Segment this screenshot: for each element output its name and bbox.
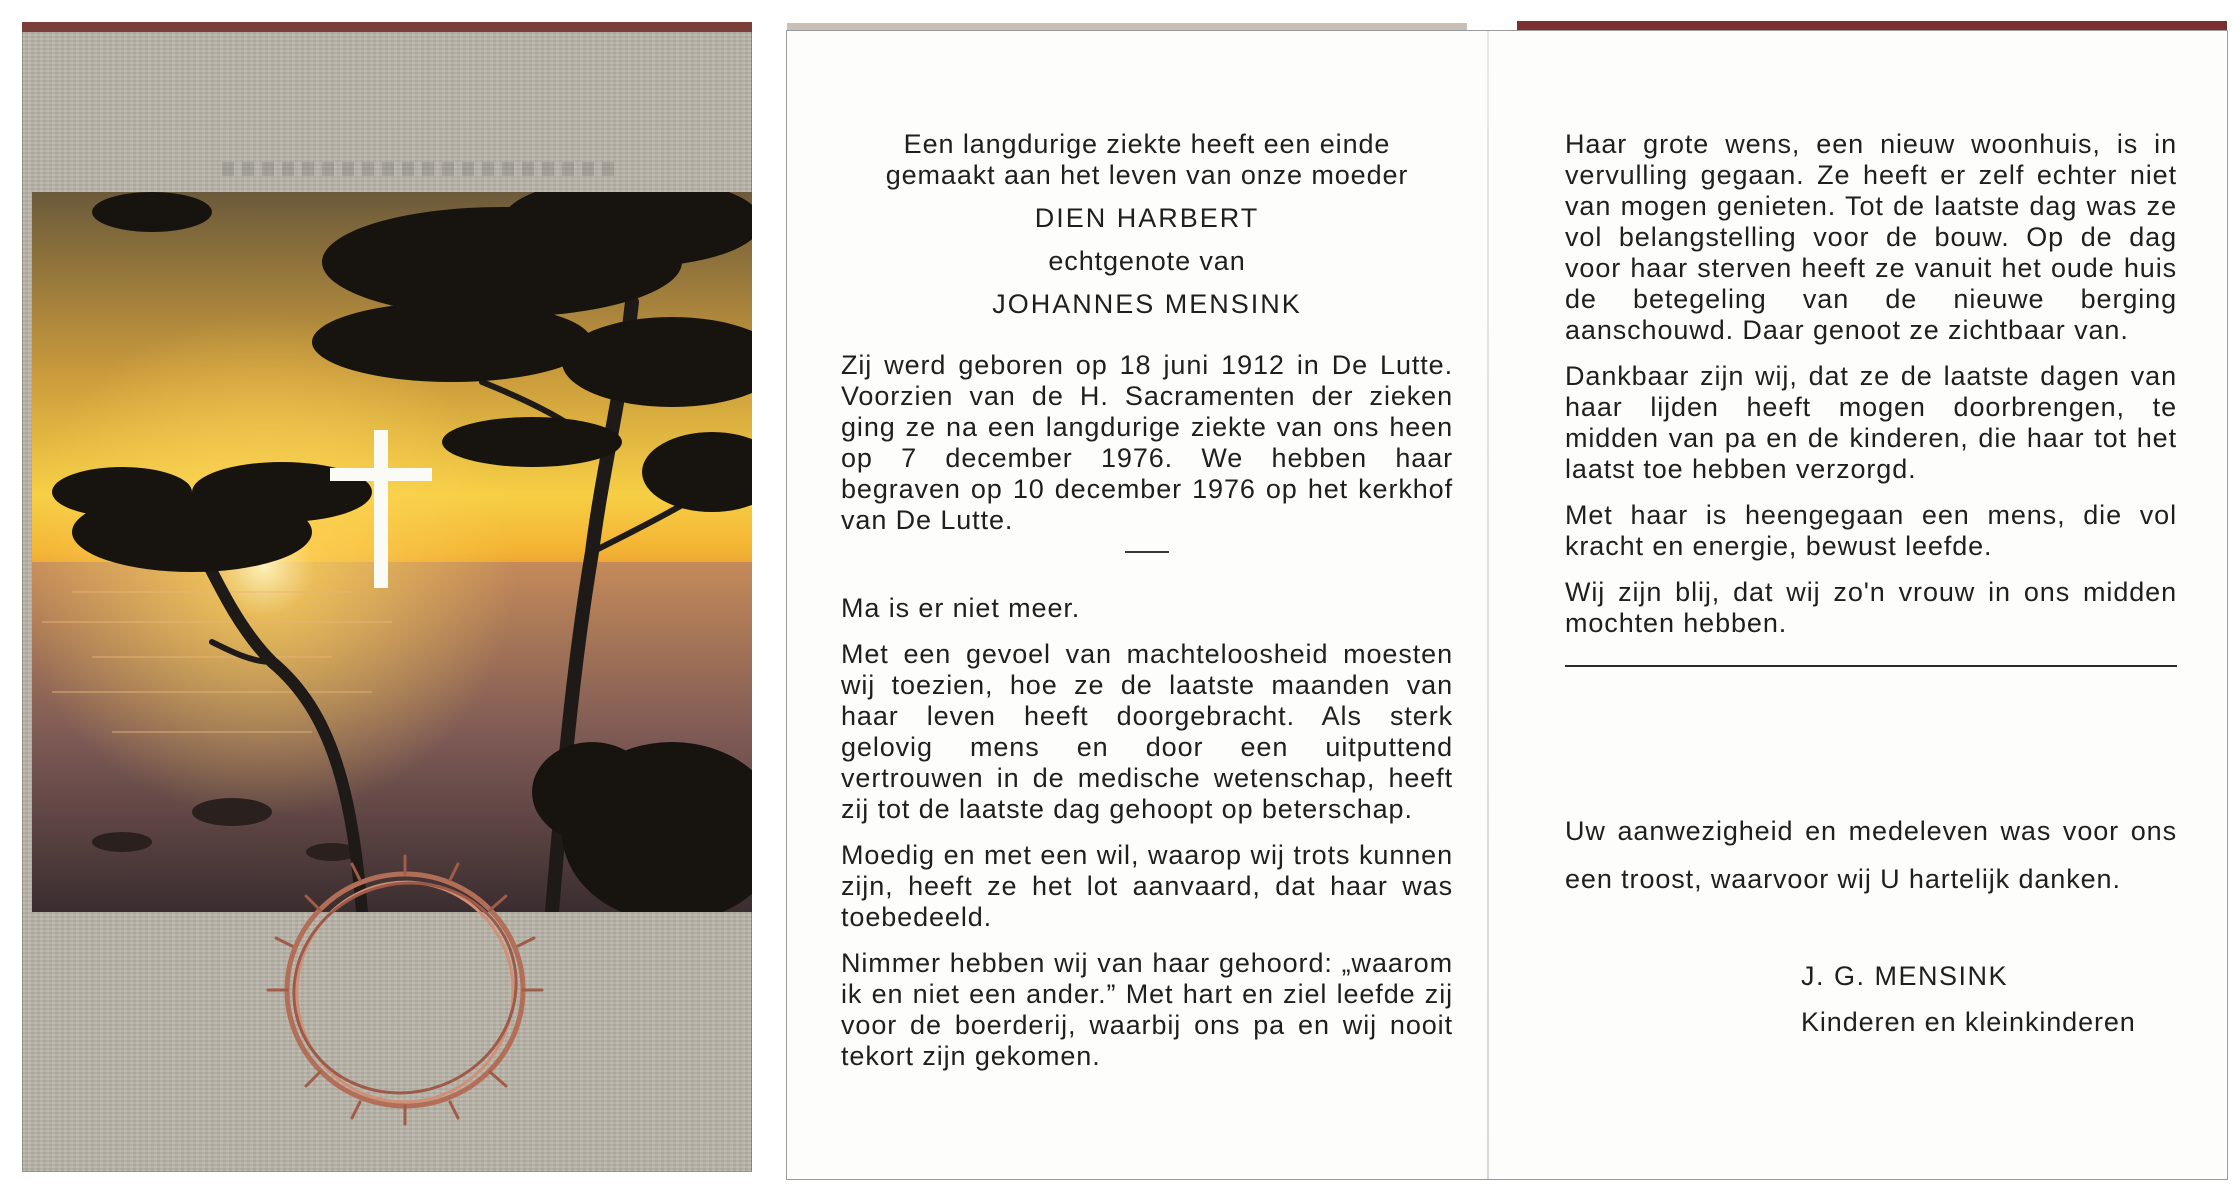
right-paragraph-4: Wij zijn blij, dat wij zo'n vrouw in ons midden mochten hebben.: [1565, 577, 2177, 638]
left-page: [841, 129, 1453, 1087]
bio-paragraph: Zij werd geboren op 18 juni 1912 in De Lutte. Voorzien van de H. Sacramenten der zieken ging ze na een langdurige ziekte van ons heen op 7 december 1976. We hebben haar begraven op 10 december 1976 op het kerkhof van De Lutte.: [841, 350, 1453, 535]
intro-line-1: Een langdurige ziekte heeft een einde: [903, 129, 1391, 159]
intro-line-2: gemaakt aan het leven van onze moeder: [885, 160, 1409, 190]
print-smudge: [222, 162, 622, 176]
signature-block: [1565, 953, 2177, 1045]
deceased-name: DIEN HARBERT: [1034, 203, 1260, 233]
paragraph-1: Ma is er niet meer.: [841, 593, 1081, 623]
right-paragraph-2: Dankbaar zijn wij, dat ze de laatste dagen van haar lijden heeft mogen doorbrengen, te midden van pa en de kinderen, die haar tot het laatst toe hebben verzorgd.: [1565, 361, 2177, 484]
right-paragraph-1: Haar grote wens, een nieuw woonhuis, is in vervulling gegaan. Ze heeft er zelf echter niet van mogen genieten. Tot de laatste dag was ze vol belangstelling voor de bouw. Op de dag voor haar sterven heeft ze vanuit het oude huis de betegeling van de nieuwe berging aanschouwd. Daar genoot ze zichtbaar van.: [1565, 129, 2177, 345]
paragraph-2: Met een gevoel van machteloosheid moesten wij toezien, hoe ze de laatste maanden van haar leven heeft doorgebracht. Als sterk gelovig mens en door een uitputtend vertrouwen in de medische wetenschap, heeft zij tot de laatste dag gehoopt op beterschap.: [841, 639, 1453, 824]
card-top-edge: [22, 22, 752, 32]
inside-spread: [786, 30, 2228, 1180]
spread-top-edge-left: [787, 23, 1467, 30]
spouse-name: JOHANNES MENSINK: [992, 289, 1302, 319]
paragraph-3: Moedig en met een wil, waarop wij trots kunnen zijn, heeft ze het lot aanvaard, dat haar was toebedeeld.: [841, 840, 1453, 932]
paragraph-4: Nimmer hebben wij van haar gehoord: „waarom ik en niet een ander.” Met hart en ziel leefde zij voor de boerderij, waarbij ons pa en wij nooit tekort zijn gekomen.: [841, 948, 1453, 1071]
thanks-paragraph: Uw aanwezigheid en medeleven was voor ons een troost, waarvoor wij U hartelijk danken.: [1565, 816, 2177, 894]
spouse-prefix: echtgenote van: [1048, 246, 1246, 276]
right-paragraph-3: Met haar is heengegaan een mens, die vol kracht en energie, bewust leefde.: [1565, 500, 2177, 561]
crown-of-thorns-icon: [260, 850, 550, 1130]
separator-dash: [1125, 551, 1169, 553]
front-card: [22, 22, 752, 1172]
cross-icon: [330, 430, 432, 588]
signature-name: J. G. MENSINK: [1801, 961, 2009, 991]
right-page: [1565, 129, 2177, 1045]
horizontal-rule: [1565, 665, 2177, 667]
center-fold: [1487, 31, 1489, 1179]
signature-family: Kinderen en kleinkinderen: [1801, 1007, 2136, 1037]
spread-top-edge-right: [1517, 21, 2227, 30]
